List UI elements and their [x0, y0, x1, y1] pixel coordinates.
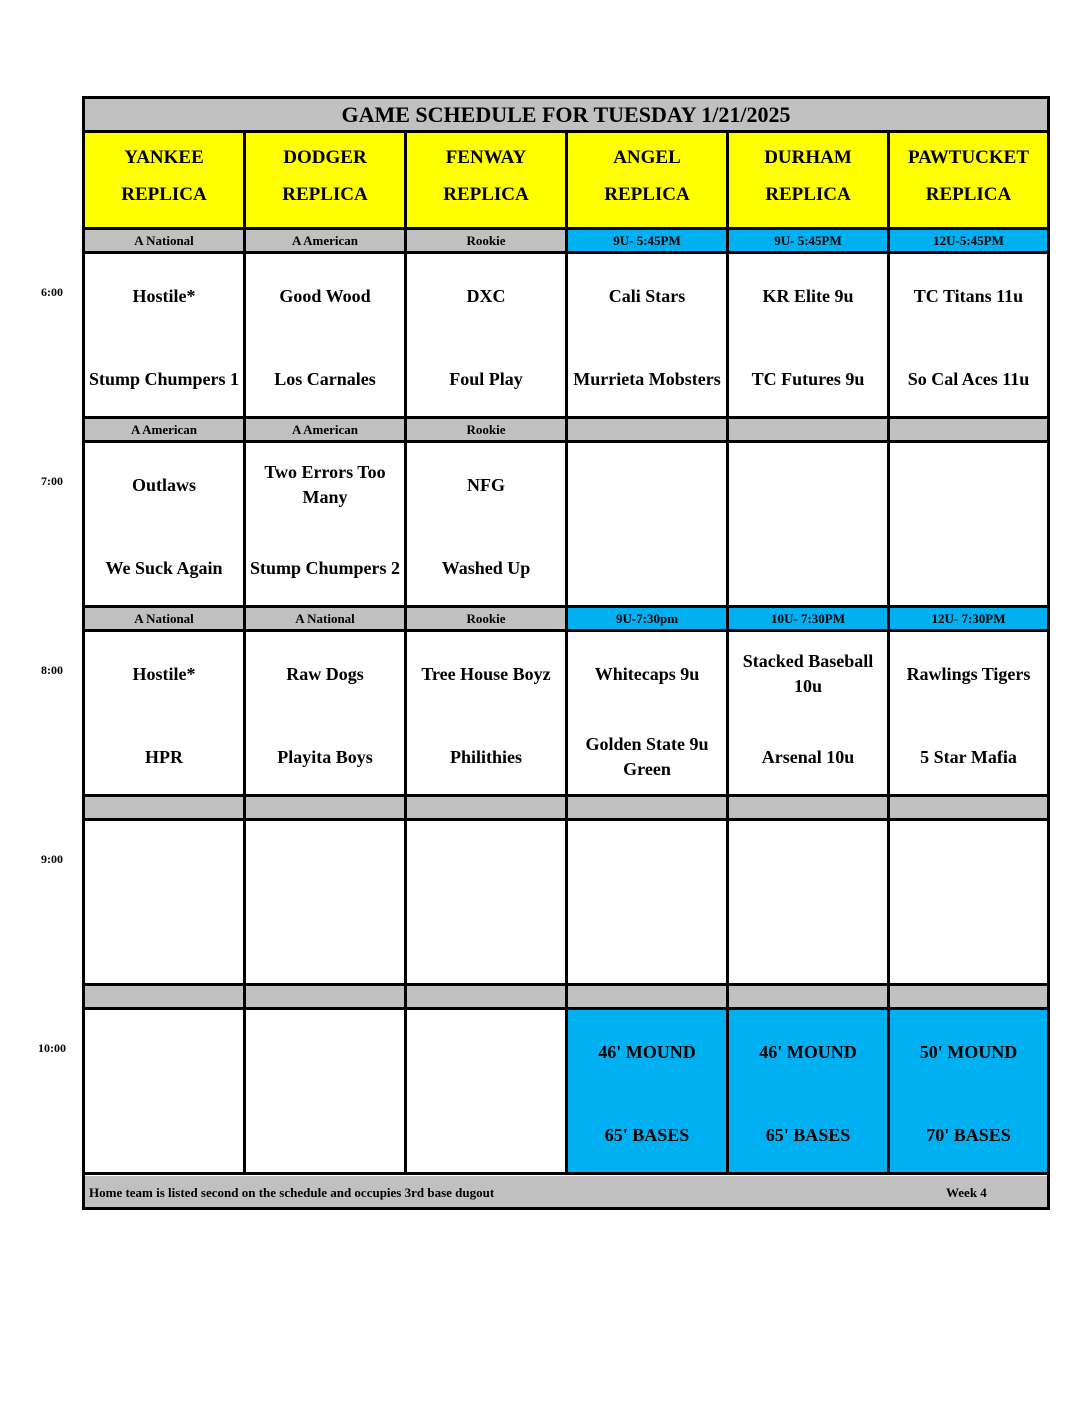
game-cell	[85, 443, 246, 608]
game-cell	[890, 443, 1047, 608]
team-bottom: Playita Boys	[277, 746, 373, 767]
team-bottom: TC Futures 9u	[751, 368, 865, 389]
team-top: Cali Stars	[608, 285, 686, 306]
division-label: A National	[85, 230, 246, 254]
division-label: A American	[246, 419, 407, 443]
team-bottom	[731, 540, 885, 596]
field-header	[729, 133, 890, 230]
field-subtitle: REPLICA	[121, 184, 207, 205]
team-bottom	[248, 918, 402, 974]
division-label: 9U- 5:45PM	[568, 230, 729, 254]
game-cell	[407, 443, 568, 608]
team-top: 50' MOUND	[919, 1041, 1018, 1062]
time-label: 8:00	[41, 663, 63, 677]
field-header	[85, 133, 246, 230]
game-cell	[890, 1010, 1047, 1175]
game-cell	[407, 1010, 568, 1175]
game-cell	[729, 632, 890, 797]
game-cell	[246, 1010, 407, 1175]
game-cell	[407, 821, 568, 986]
division-label: 12U- 7:30PM	[890, 608, 1047, 632]
field-name: PAWTUCKET	[907, 147, 1030, 168]
division-label: A National	[85, 608, 246, 632]
division-label	[568, 986, 729, 1010]
division-label	[568, 797, 729, 821]
division-label	[890, 419, 1047, 443]
game-cell	[85, 254, 246, 419]
team-bottom: 5 Star Mafia	[920, 746, 1017, 767]
division-label	[407, 797, 568, 821]
division-label: Rookie	[407, 419, 568, 443]
team-bottom	[570, 918, 724, 974]
team-bottom: So Cal Aces 11u	[907, 368, 1030, 389]
team-bottom: Los Carnales	[274, 368, 376, 389]
time-label: 10:00	[38, 1041, 66, 1055]
team-top: Good Wood	[279, 285, 371, 306]
division-label	[729, 986, 890, 1010]
game-cell	[890, 632, 1047, 797]
game-cell	[568, 821, 729, 986]
division-label: A National	[246, 608, 407, 632]
division-label: A American	[246, 230, 407, 254]
division-label: 12U-5:45PM	[890, 230, 1047, 254]
team-top	[731, 457, 885, 513]
game-cell	[407, 632, 568, 797]
division-label	[246, 986, 407, 1010]
team-top: Raw Dogs	[286, 663, 364, 684]
team-bottom: Golden State 9u Green	[585, 734, 709, 779]
game-cell	[729, 443, 890, 608]
team-bottom: 70' BASES	[926, 1124, 1011, 1145]
game-cell	[890, 254, 1047, 419]
schedule-title: GAME SCHEDULE FOR TUESDAY 1/21/2025	[85, 99, 1047, 133]
game-cell	[568, 632, 729, 797]
division-label	[568, 419, 729, 443]
team-top: TC Titans 11u	[913, 285, 1024, 306]
division-label	[246, 797, 407, 821]
field-name: ANGEL	[613, 147, 681, 168]
team-bottom	[87, 918, 241, 974]
game-cell	[246, 821, 407, 986]
team-bottom	[248, 1107, 402, 1163]
team-top: Two Errors Too Many	[264, 462, 386, 507]
team-top	[570, 457, 724, 513]
team-bottom: HPR	[145, 746, 183, 767]
field-subtitle: REPLICA	[925, 184, 1012, 205]
team-bottom: Philithies	[449, 746, 522, 767]
field-subtitle: REPLICA	[282, 184, 368, 205]
field-header	[407, 133, 568, 230]
field-name: FENWAY	[445, 147, 527, 168]
team-bottom: 65' BASES	[765, 1124, 851, 1145]
team-top	[892, 835, 1045, 891]
team-top: Outlaws	[131, 474, 196, 495]
game-cell	[729, 821, 890, 986]
field-name: DURHAM	[764, 147, 852, 168]
team-top: 46' MOUND	[598, 1041, 696, 1062]
game-cell	[890, 821, 1047, 986]
team-top: Stacked Baseball 10u	[742, 651, 874, 696]
schedule-table	[82, 96, 1050, 1210]
team-top: KR Elite 9u	[762, 285, 854, 306]
team-bottom: Arsenal 10u	[761, 746, 855, 767]
game-cell	[246, 254, 407, 419]
team-top: Rawlings Tigers	[906, 663, 1031, 684]
field-header	[568, 133, 729, 230]
game-cell	[568, 1010, 729, 1175]
field-subtitle: REPLICA	[765, 184, 851, 205]
game-cell	[85, 821, 246, 986]
team-top: 46' MOUND	[759, 1041, 857, 1062]
time-label: 6:00	[41, 285, 63, 299]
team-bottom	[892, 918, 1045, 974]
field-header	[890, 133, 1047, 230]
field-subtitle: REPLICA	[604, 184, 690, 205]
team-bottom: Washed Up	[441, 557, 531, 578]
game-cell	[568, 443, 729, 608]
field-subtitle: REPLICA	[443, 184, 529, 205]
footer-bar	[85, 1176, 1047, 1207]
week-label: Week 4	[946, 1185, 987, 1200]
team-top	[409, 835, 563, 891]
team-bottom: Stump Chumpers 1	[88, 368, 240, 389]
team-top: Hostile*	[132, 285, 196, 306]
team-bottom	[731, 918, 885, 974]
time-label: 7:00	[41, 474, 63, 488]
team-bottom	[87, 1107, 241, 1163]
time-label: 9:00	[41, 852, 63, 866]
team-bottom: We Suck Again	[105, 557, 223, 578]
team-top: Tree House Boyz	[421, 663, 551, 684]
team-top: DXC	[466, 285, 506, 306]
game-cell	[568, 254, 729, 419]
game-cell	[246, 632, 407, 797]
team-bottom	[409, 1107, 563, 1163]
team-top	[892, 457, 1045, 513]
team-bottom	[892, 540, 1045, 596]
game-cell	[729, 1010, 890, 1175]
team-top: Hostile*	[132, 663, 196, 684]
division-label	[890, 986, 1047, 1010]
field-name: DODGER	[283, 147, 367, 168]
team-bottom: Foul Play	[449, 368, 523, 389]
division-label: 9U-7:30pm	[568, 608, 729, 632]
division-label	[729, 419, 890, 443]
game-cell	[85, 632, 246, 797]
division-label	[407, 986, 568, 1010]
team-top	[248, 1024, 402, 1080]
division-label: Rookie	[407, 608, 568, 632]
team-bottom: Murrieta Mobsters	[573, 368, 721, 389]
team-bottom: Stump Chumpers 2	[249, 557, 401, 578]
game-cell	[729, 254, 890, 419]
footer-note: Home team is listed second on the schedule and occupies 3rd base dugout	[89, 1185, 495, 1200]
field-name: YANKEE	[124, 147, 204, 168]
team-top: Whitecaps 9u	[594, 663, 700, 684]
team-top	[248, 835, 402, 891]
team-top: NFG	[467, 474, 505, 495]
team-top	[731, 835, 885, 891]
division-label: 9U- 5:45PM	[729, 230, 890, 254]
team-bottom: 65' BASES	[604, 1124, 690, 1145]
game-cell	[407, 254, 568, 419]
division-label	[729, 797, 890, 821]
field-header	[246, 133, 407, 230]
division-label	[85, 797, 246, 821]
division-label: 10U- 7:30PM	[729, 608, 890, 632]
game-cell	[246, 443, 407, 608]
team-top	[87, 835, 241, 891]
division-label	[890, 797, 1047, 821]
division-label: Rookie	[407, 230, 568, 254]
division-label	[85, 986, 246, 1010]
team-bottom	[409, 918, 563, 974]
team-top	[570, 835, 724, 891]
game-cell	[85, 1010, 246, 1175]
team-bottom	[570, 540, 724, 596]
team-top	[409, 1024, 563, 1080]
division-label: A American	[85, 419, 246, 443]
team-top	[87, 1024, 241, 1080]
